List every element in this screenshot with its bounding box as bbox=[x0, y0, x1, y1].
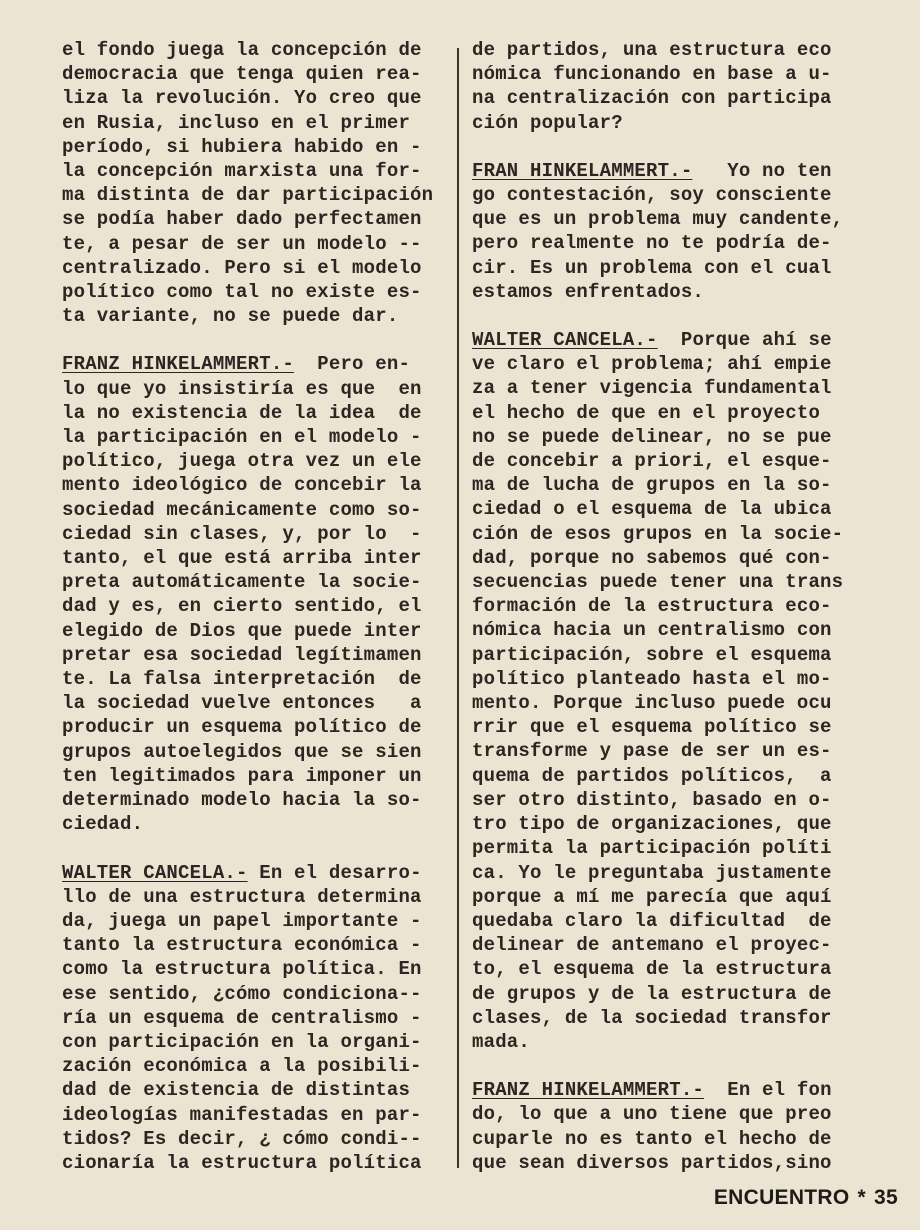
text-line: clases, de la sociedad transfor bbox=[472, 1006, 832, 1029]
text-line: rrir que el esquema político se bbox=[472, 716, 832, 739]
paragraph-gap bbox=[62, 328, 442, 352]
text-line: FRAN HINKELAMMERT.- Yo no ten bbox=[472, 159, 832, 182]
text-line: centralizado. Pero si el modelo bbox=[62, 256, 422, 279]
text-line: quedaba claro la dificultad de bbox=[472, 909, 832, 932]
text-line: mada. bbox=[472, 1030, 531, 1053]
text-line: ma distinta de dar participación bbox=[62, 184, 434, 207]
text-line: liza la revolución. Yo creo que bbox=[62, 87, 422, 110]
text-line: porque a mí me parecía que aquí bbox=[472, 885, 832, 908]
text-line: tanto, el que está arriba inter bbox=[62, 547, 422, 570]
text-line: cir. Es un problema con el cual bbox=[472, 256, 832, 279]
text-line: FRANZ HINKELAMMERT.- En el fon bbox=[472, 1079, 832, 1102]
paragraph-gap bbox=[472, 1054, 856, 1078]
text-line: ese sentido, ¿cómo condiciona-- bbox=[62, 982, 422, 1005]
text-line: tanto la estructura económica - bbox=[62, 934, 422, 957]
column-divider bbox=[457, 48, 459, 1168]
text-line: pretar esa sociedad legítimamen bbox=[62, 643, 422, 666]
text-line: delinear de antemano el proyec- bbox=[472, 934, 832, 957]
text-line: te, a pesar de ser un modelo -- bbox=[62, 232, 422, 255]
text-line: tidos? Es decir, ¿ cómo condi-- bbox=[62, 1127, 422, 1150]
page-number: 35 bbox=[874, 1186, 898, 1209]
text-line: ciedad o el esquema de la ubica bbox=[472, 498, 832, 521]
text-line: de grupos y de la estructura de bbox=[472, 982, 832, 1005]
text-line: sociedad mecánicamente como so- bbox=[62, 498, 422, 521]
text-line: ma de lucha de grupos en la so- bbox=[472, 474, 832, 497]
text-line: cuparle no es tanto el hecho de bbox=[472, 1127, 832, 1150]
text-line: se podía haber dado perfectamen bbox=[62, 208, 422, 231]
text-line: mento. Porque incluso puede ocu bbox=[472, 692, 832, 715]
text-line: WALTER CANCELA.- En el desarro- bbox=[62, 861, 422, 884]
text-line: WALTER CANCELA.- Porque ahí se bbox=[472, 329, 832, 352]
text-line: ta variante, no se puede dar. bbox=[62, 305, 399, 328]
text-line: zación económica a la posibili- bbox=[62, 1055, 422, 1078]
text-line: ve claro el problema; ahí empie bbox=[472, 353, 832, 376]
text-line: estamos enfrentados. bbox=[472, 280, 705, 303]
text-line: de concebir a priori, el esque- bbox=[472, 450, 832, 473]
text-line: con participación en la organi- bbox=[62, 1030, 422, 1053]
speaker-name: FRANZ HINKELAMMERT.- bbox=[472, 1079, 705, 1102]
paragraph-gap bbox=[62, 837, 442, 861]
text-line: tro tipo de organizaciones, que bbox=[472, 813, 832, 836]
speaker-name: FRANZ HINKELAMMERT.- bbox=[62, 353, 295, 376]
text-line: formación de la estructura eco- bbox=[472, 595, 832, 618]
text-line: ser otro distinto, basado en o- bbox=[472, 788, 832, 811]
text-line: cionaría la estructura política bbox=[62, 1151, 422, 1174]
text-line: la concepción marxista una for- bbox=[62, 160, 422, 183]
text-line: FRANZ HINKELAMMERT.- Pero en- bbox=[62, 353, 411, 376]
text-line: do, lo que a uno tiene que preo bbox=[472, 1103, 832, 1126]
text-line: de partidos, una estructura eco bbox=[472, 39, 832, 61]
text-line: no se puede delinear, no se pue bbox=[472, 425, 832, 448]
text-line: go contestación, soy consciente bbox=[472, 184, 832, 207]
text-line: dad y es, en cierto sentido, el bbox=[62, 595, 422, 618]
text-line: za a tener vigencia fundamental bbox=[472, 377, 832, 400]
page-footer bbox=[714, 1186, 898, 1210]
text-line: participación, sobre el esquema bbox=[472, 643, 832, 666]
text-line: ción de esos grupos en la socie- bbox=[472, 522, 844, 545]
text-line: el hecho de que en el proyecto bbox=[472, 401, 821, 424]
text-line: to, el esquema de la estructura bbox=[472, 958, 832, 981]
magazine-name: ENCUENTRO bbox=[713, 1186, 850, 1209]
text-line: transforme y pase de ser un es- bbox=[472, 740, 832, 763]
text-line: democracia que tenga quien rea- bbox=[62, 63, 422, 86]
text-line: en Rusia, incluso en el primer bbox=[62, 111, 411, 134]
text-line: que sean diversos partidos,sino bbox=[472, 1151, 832, 1174]
right-column bbox=[472, 38, 856, 1175]
separator-star: * bbox=[857, 1186, 867, 1209]
left-column bbox=[62, 38, 442, 1175]
text-line: período, si hubiera habido en - bbox=[62, 135, 422, 158]
text-line: nómica hacia un centralismo con bbox=[472, 619, 832, 642]
text-line: na centralización con participa bbox=[472, 87, 832, 110]
text-line: pero realmente no te podría de- bbox=[472, 232, 832, 255]
text-line: político, juega otra vez un ele bbox=[62, 450, 422, 473]
text-line: determinado modelo hacia la so- bbox=[62, 789, 422, 812]
text-line: la no existencia de la idea de bbox=[62, 401, 422, 424]
text-line: ciedad. bbox=[62, 813, 144, 836]
speaker-name: WALTER CANCELA.- bbox=[472, 329, 658, 352]
text-line: mento ideológico de concebir la bbox=[62, 474, 422, 497]
text-line: preta automáticamente la socie- bbox=[62, 571, 422, 594]
text-line: quema de partidos políticos, a bbox=[472, 764, 832, 787]
text-line: ción popular? bbox=[472, 111, 623, 134]
text-line: te. La falsa interpretación de bbox=[62, 668, 422, 691]
text-line: elegido de Dios que puede inter bbox=[62, 619, 422, 642]
speaker-name: WALTER CANCELA.- bbox=[62, 861, 248, 884]
paragraph-gap bbox=[472, 304, 856, 328]
text-line: lo que yo insistiría es que en bbox=[62, 377, 422, 400]
text-line: producir un esquema político de bbox=[62, 716, 422, 739]
text-line: da, juega un papel importante - bbox=[62, 909, 422, 932]
text-line: dad de existencia de distintas bbox=[62, 1079, 411, 1102]
text-line: dad, porque no sabemos qué con- bbox=[472, 546, 832, 569]
text-line: la participación en el modelo - bbox=[62, 426, 422, 449]
text-line: que es un problema muy candente, bbox=[472, 208, 844, 231]
text-line: nómica funcionando en base a u- bbox=[472, 63, 832, 86]
text-line: político como tal no existe es- bbox=[62, 281, 422, 304]
text-line: como la estructura política. En bbox=[62, 958, 422, 981]
text-line: ten legitimados para imponer un bbox=[62, 764, 422, 787]
text-line: ciedad sin clases, y, por lo - bbox=[62, 522, 422, 545]
text-line: el fondo juega la concepción de bbox=[62, 39, 422, 61]
text-line: político planteado hasta el mo- bbox=[472, 667, 832, 690]
text-line: secuencias puede tener una trans bbox=[472, 571, 844, 594]
speaker-name: FRAN HINKELAMMERT.- bbox=[472, 159, 693, 182]
text-line: ría un esquema de centralismo - bbox=[62, 1006, 422, 1029]
text-line: la sociedad vuelve entonces a bbox=[62, 692, 422, 715]
text-line: grupos autoelegidos que se sien bbox=[62, 740, 422, 763]
text-line: ca. Yo le preguntaba justamente bbox=[472, 861, 832, 884]
text-line: ideologías manifestadas en par- bbox=[62, 1103, 422, 1126]
paragraph-gap bbox=[472, 135, 856, 159]
text-line: permita la participación políti bbox=[472, 837, 832, 860]
text-line: llo de una estructura determina bbox=[62, 885, 422, 908]
